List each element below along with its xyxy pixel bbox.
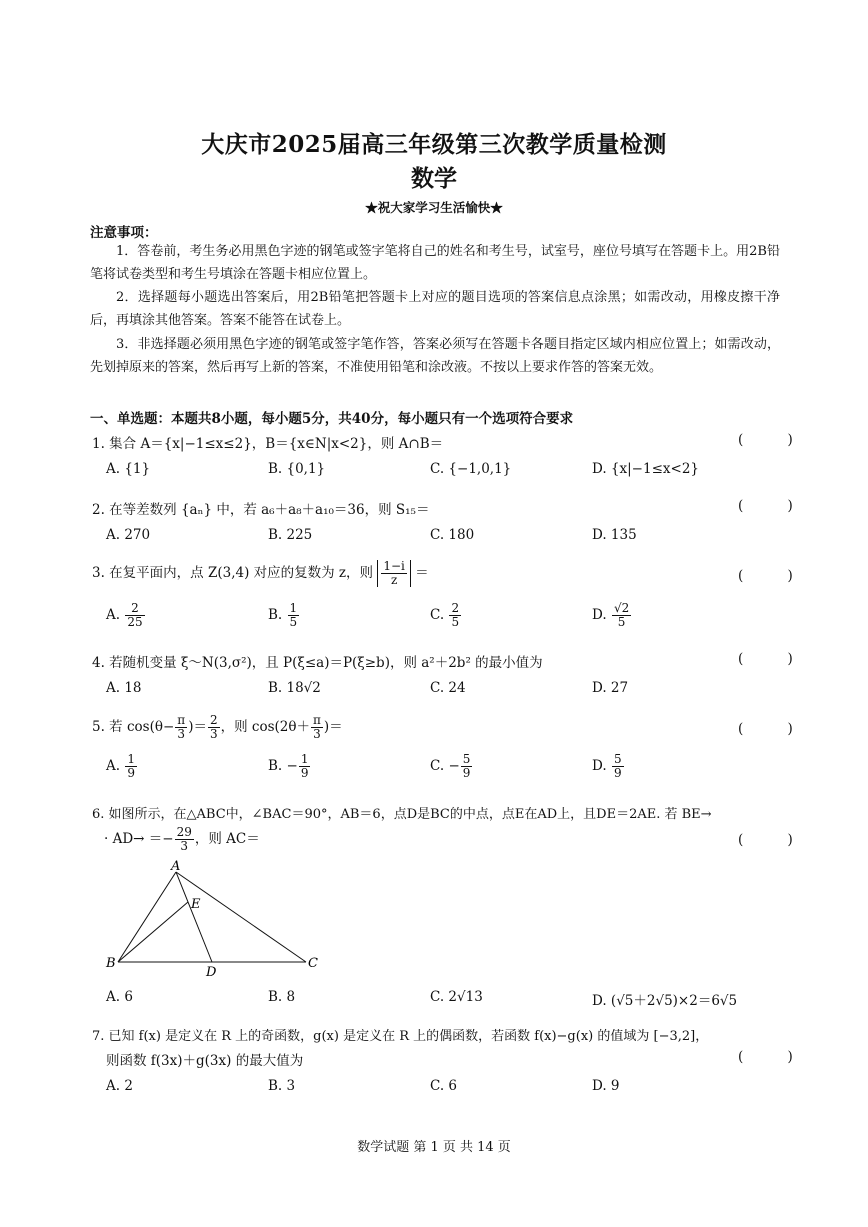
q3-c-num: 2: [451, 601, 460, 615]
label-c: C: [308, 956, 318, 971]
q3-a-den: 25: [127, 615, 143, 629]
q7-option-a: A. 2: [106, 1078, 133, 1094]
q3-c-den: 5: [451, 615, 460, 629]
q2-option-c: C. 180: [430, 527, 475, 543]
answer-paren-3: ( ): [738, 568, 813, 584]
notice-heading: 注意事项：: [90, 225, 158, 241]
segment-ac: [176, 872, 306, 962]
q3-a-label: A.: [106, 607, 121, 623]
q3-c-label: C.: [430, 607, 445, 623]
segment-ad: [176, 872, 212, 962]
q4-option-c: C. 24: [430, 680, 466, 696]
q3-stem-post: ＝: [415, 565, 429, 581]
q2-option-d: D. 135: [592, 527, 637, 543]
q3-c-frac: [449, 602, 461, 629]
q5-b-den: 9: [300, 766, 309, 780]
q3-b-den: 5: [289, 615, 298, 629]
q3-frac-den: z: [390, 573, 398, 587]
q6-option-a: A. 6: [106, 989, 133, 1005]
q5-frac-2: [208, 714, 220, 741]
q5-a-label: A.: [106, 758, 121, 774]
q6-frac-num: 29: [176, 825, 192, 839]
label-b: B: [106, 956, 116, 971]
q3-a-frac: [125, 602, 144, 629]
question-2-stem: 2. 在等差数列 {aₙ} 中，若 a₆＋a₈＋a₁₀＝36，则 S₁₅＝: [92, 502, 430, 518]
q3-option-c: [430, 602, 462, 629]
q3-fraction: [381, 560, 407, 587]
subject-title: 数学: [411, 165, 457, 192]
q6-frac-den: 3: [180, 839, 189, 853]
q7-option-d: D. 9: [592, 1078, 620, 1094]
q1-option-c: C. {−1,0,1}: [430, 461, 512, 477]
q5-frac3-den: 3: [313, 727, 321, 741]
q2-option-b: B. 225: [268, 527, 313, 543]
exam-title: 大庆市2025届高三年级第三次教学质量检测: [201, 131, 667, 158]
q5-stem-mid2: ，则 cos(2θ＋: [220, 719, 311, 735]
q3-option-b: [268, 602, 300, 629]
q3-a-num: 2: [125, 602, 144, 616]
q2-option-a: A. 270: [106, 527, 151, 543]
q5-c-label: C.: [430, 758, 445, 774]
q5-option-a: [106, 753, 138, 780]
q7-option-c: C. 6: [430, 1078, 458, 1094]
q3-frac-num: 1−i: [383, 559, 405, 573]
q5-c-sign: −: [448, 758, 460, 774]
q5-stem-post: )＝: [323, 719, 343, 735]
q3-b-num: 1: [289, 601, 298, 615]
q4-option-d: D. 27: [592, 680, 629, 696]
question-7-stem-line2: 则函数 f(3x)＋g(3x) 的最大值为: [106, 1053, 304, 1069]
q4-option-b: B. 18√2: [268, 680, 321, 696]
segment-ab: [118, 872, 176, 962]
q5-frac1-den: 3: [177, 727, 186, 741]
q5-c-frac: [461, 753, 473, 780]
section-heading: 一、单选题：本题共8小题，每小题5分，共40分，每小题只有一个选项符合要求: [90, 411, 574, 427]
q5-c-num: 5: [462, 752, 471, 766]
slogan: ★祝大家学习生活愉快★: [365, 200, 503, 215]
q3-d-label: D.: [592, 607, 607, 623]
q3-abs-value: [377, 560, 411, 587]
q6-frac: [175, 826, 194, 853]
q5-frac-3: [311, 714, 323, 741]
q6-line2-post: ，则 AC＝: [194, 831, 260, 847]
q5-d-den: 9: [613, 766, 622, 780]
q5-b-frac: [299, 753, 311, 780]
q5-d-num: 5: [613, 752, 622, 766]
answer-paren-6: ( ): [738, 832, 813, 848]
q5-option-d: [592, 753, 625, 780]
notice-item-3: 3．非选择题必须用黑色字迹的钢笔或签字笔作答，答案必须写在答题卡各题目指定区域内相应位置上；如需改动，先划掉原来的答案，然后再写上新的答案，不准使用铅笔和涂改液。不按以上要求作答的答案无效。: [90, 337, 780, 375]
q6-option-c: C. 2√13: [430, 989, 483, 1005]
q5-stem-mid: )＝: [188, 719, 207, 735]
question-7-stem-line1: 7. 已知 f(x) 是定义在 R 上的奇函数，g(x) 是定义在 R 上的偶函数，若函数 f(x)−g(x) 的值域为 [−3,2]，: [92, 1029, 709, 1044]
q5-frac2-num: 2: [209, 713, 218, 727]
q3-option-d: [592, 602, 632, 629]
q5-b-num: 1: [300, 752, 309, 766]
q5-stem-pre: 5. 若 cos(θ−: [92, 719, 175, 735]
q6-option-d: D. (√5＋2√5)×2＝6√5: [592, 993, 738, 1009]
q5-option-b: [268, 753, 311, 780]
question-6-stem-line2: [104, 826, 260, 853]
segment-be: [118, 902, 188, 962]
answer-paren-7: ( ): [738, 1049, 813, 1065]
q7-option-b: B. 3: [268, 1078, 296, 1094]
q5-frac-1: [175, 714, 187, 741]
q5-option-c: [430, 753, 473, 780]
q4-option-a: A. 18: [106, 680, 142, 696]
question-1-stem: 1. 集合 A＝{x|−1≤x≤2}，B＝{x∈N|x<2}，则 A∩B＝: [92, 436, 444, 452]
q3-d-num: √2: [613, 601, 630, 615]
q3-option-a: [106, 602, 146, 629]
answer-paren-1: ( ): [738, 432, 813, 448]
question-3-stem: [92, 560, 429, 587]
q1-option-b: B. {0,1}: [268, 461, 326, 477]
q5-d-frac: [612, 753, 624, 780]
q3-stem-pre: 3. 在复平面内，点 Z(3,4) 对应的复数为 z，则: [92, 565, 374, 581]
q5-c-den: 9: [462, 766, 471, 780]
q5-b-label: B.: [268, 758, 283, 774]
answer-paren-2: ( ): [738, 498, 813, 514]
notice-item-1: 1．答卷前，考生务必用黑色字迹的钢笔或签字笔将自己的姓名和考生号，试室号，座位号填写在答题卡上。用2B铅笔将试卷类型和考生号填涂在答题卡相应位置上。: [90, 244, 780, 282]
label-a: A: [171, 859, 181, 874]
answer-paren-4: ( ): [738, 651, 813, 667]
q3-b-frac: [288, 602, 300, 629]
q3-b-label: B.: [268, 607, 283, 623]
q1-option-a: A. {1}: [106, 461, 151, 477]
q3-d-frac: [612, 602, 631, 629]
q5-d-label: D.: [592, 758, 607, 774]
q5-frac2-den: 3: [209, 727, 218, 741]
notice-item-2: 2．选择题每小题选出答案后，用2B铅笔把答题卡上对应的题目选项的答案信息点涂黑；如需改动，用橡皮擦干净后，再填涂其他答案。答案不能答在试卷上。: [90, 290, 780, 328]
page-footer: 数学试题 第 1 页 共 14 页: [357, 1140, 511, 1155]
label-d: D: [206, 965, 217, 978]
question-6-stem-line1: 6. 如图所示，在△ABC中，∠BAC＝90°，AB＝6，点D是BC的中点，点E在AD上，且DE＝2AE. 若 BE→: [92, 807, 712, 822]
question-5-stem: [92, 714, 343, 741]
q5-frac3-num: π: [313, 713, 321, 727]
q5-a-num: 1: [127, 752, 135, 766]
q1-option-d: D. {x|−1≤x<2}: [592, 461, 699, 477]
label-e: E: [191, 897, 201, 912]
triangle-figure: [100, 858, 340, 978]
answer-paren-5: ( ): [738, 721, 813, 737]
q3-d-den: 5: [617, 615, 626, 629]
q5-a-frac: [125, 753, 137, 780]
q6-line2-pre: · AD→ ＝−: [104, 831, 174, 847]
q5-b-sign: −: [286, 758, 298, 774]
question-4-stem: 4. 若随机变量 ξ～N(3,σ²)，且 P(ξ≤a)＝P(ξ≥b)，则 a²＋2b² 的最小值为: [92, 655, 543, 671]
q6-option-b: B. 8: [268, 989, 296, 1005]
q5-frac1-num: π: [177, 713, 186, 727]
q5-a-den: 9: [127, 766, 135, 780]
